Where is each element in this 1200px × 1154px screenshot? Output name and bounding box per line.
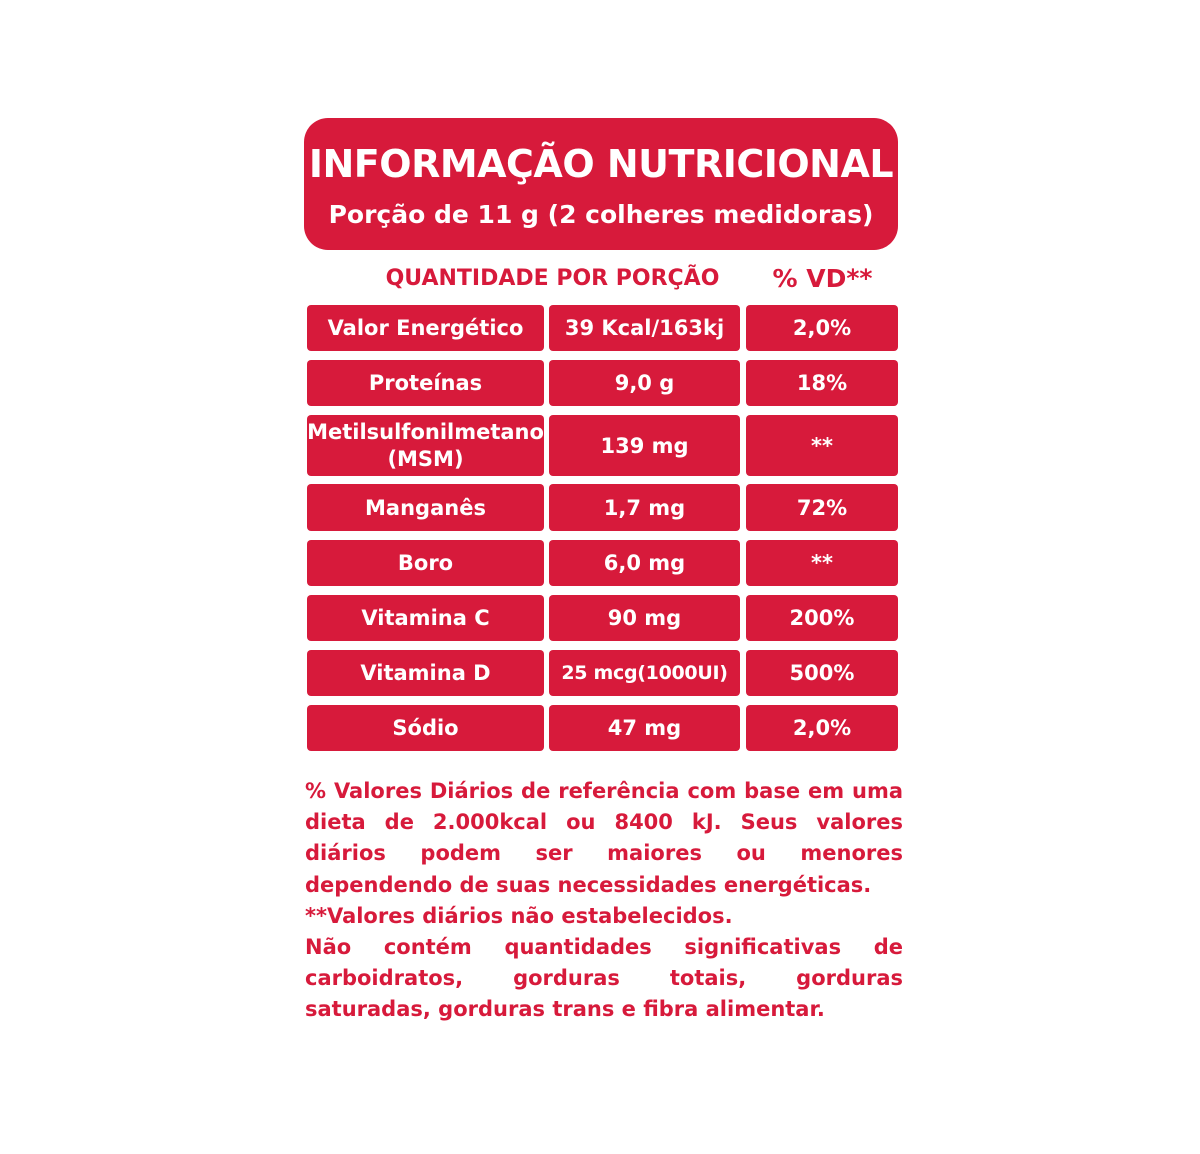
row-amount: 25 mcg(1000UI) <box>549 650 740 696</box>
row-amount: 39 Kcal/163kj <box>549 305 740 351</box>
row-daily-value: 2,0% <box>746 705 898 751</box>
not-established-note: **Valores diários não estabelecidos. <box>305 903 733 928</box>
row-amount: 139 mg <box>549 415 740 476</box>
row-nutrient: Sódio <box>307 705 544 751</box>
row-nutrient: Proteínas <box>307 360 544 406</box>
row-daily-value: ** <box>746 540 898 586</box>
not-contains-note: Não contém quantidades significativas de carboidratos, gorduras totais, gorduras saturadas, gorduras trans e fibra alimentar. <box>305 935 903 1022</box>
row-nutrient: Vitamina C <box>307 595 544 641</box>
row-amount: 6,0 mg <box>549 540 740 586</box>
serving-size: Porção de 11 g (2 colheres medidoras) <box>328 200 874 229</box>
row-nutrient: Vitamina D <box>307 650 544 696</box>
row-daily-value: 500% <box>746 650 898 696</box>
row-amount: 1,7 mg <box>549 484 740 531</box>
row-amount: 90 mg <box>549 595 740 641</box>
row-nutrient: Manganês <box>307 484 544 531</box>
row-nutrient: Metilsulfonilmetano (MSM) <box>307 415 544 476</box>
row-daily-value: 2,0% <box>746 305 898 351</box>
nutrition-title: INFORMAÇÃO NUTRICIONAL <box>308 142 894 186</box>
row-nutrient: Boro <box>307 540 544 586</box>
nutrition-header <box>304 118 898 250</box>
row-daily-value: 18% <box>746 360 898 406</box>
row-daily-value: 200% <box>746 595 898 641</box>
row-daily-value: 72% <box>746 484 898 531</box>
row-nutrient: Valor Energético <box>307 305 544 351</box>
column-header-quantity: QUANTIDADE POR PORÇÃO <box>385 266 720 291</box>
row-amount: 47 mg <box>549 705 740 751</box>
column-header-daily-value: % VD** <box>772 264 873 293</box>
row-amount: 9,0 g <box>549 360 740 406</box>
daily-values-note: % Valores Diários de referência com base em uma dieta de 2.000kcal ou 8400 kJ. Seus valores diários podem ser maiores ou menores dependendo de suas necessidades energéticas. <box>305 779 903 897</box>
row-daily-value: ** <box>746 415 898 476</box>
footnotes <box>305 776 903 1026</box>
